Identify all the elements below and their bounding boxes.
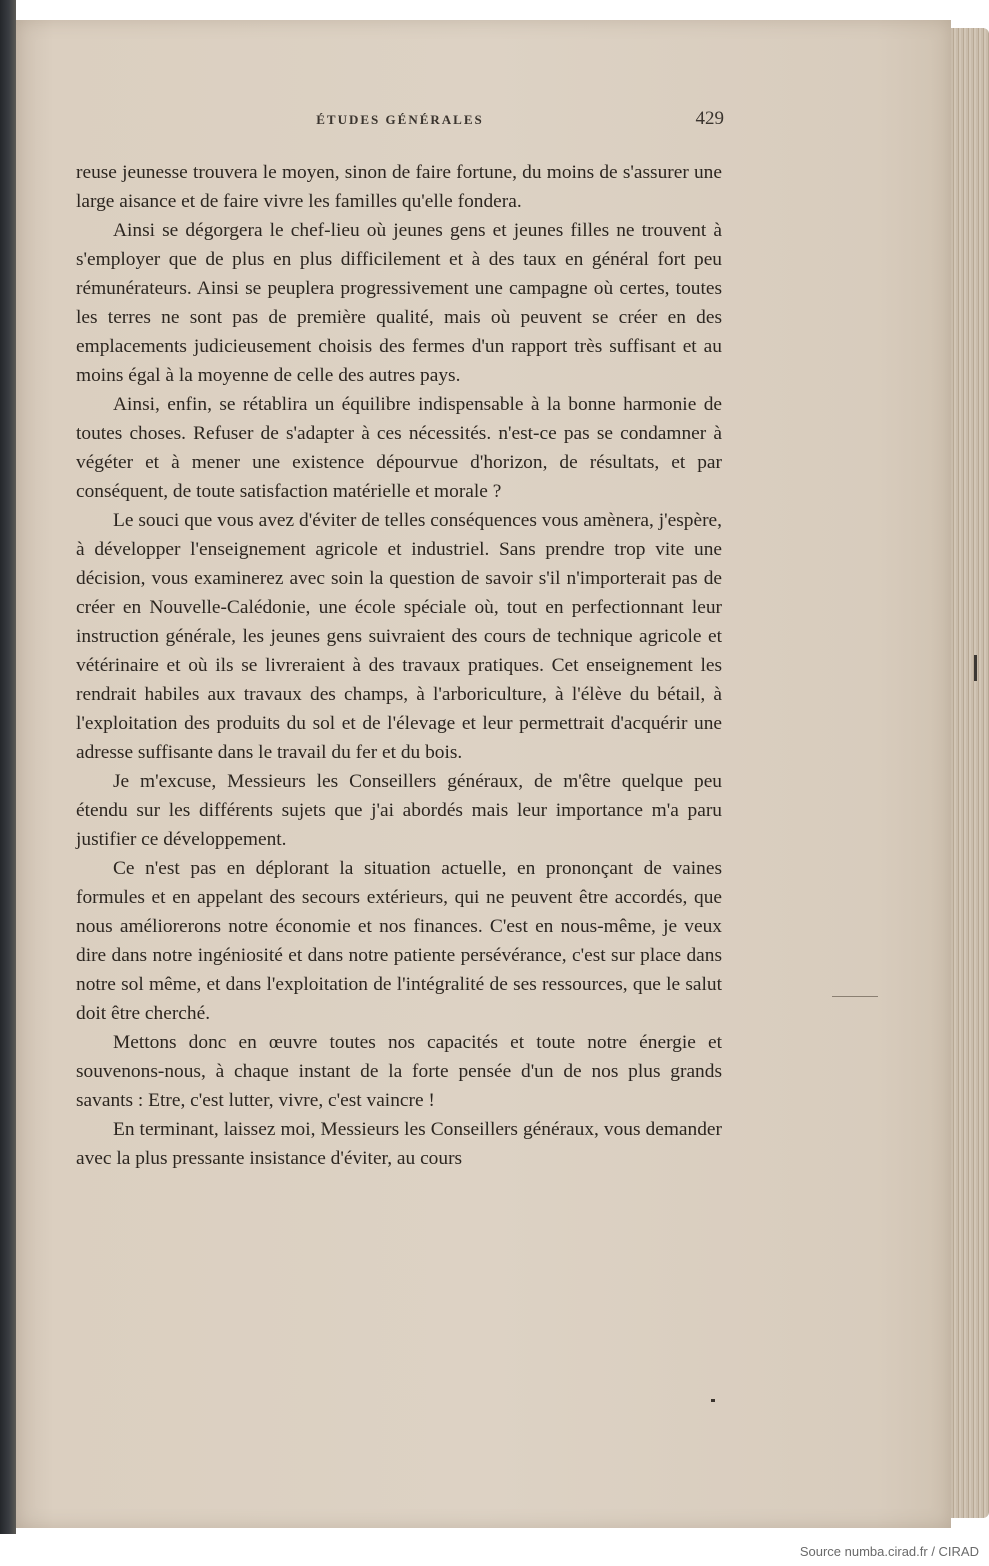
paragraph-6: Ce n'est pas en déplorant la situation actuelle, en prononçant de vaines formules et en appelant des secours extérieurs, qui ne peuvent être accordés, que nous améliorerons notre économie et nos finances. C'est en nous-même, je veux dire dans notre ingéniosité et dans notre patiente persévérance, c'est sur place dans notre sol même, et dans l'exploitation de l'intégralité de ses ressources, que le salut doit être cherché. (76, 858, 722, 1024)
paragraph-5: Je m'excuse, Messieurs les Conseillers généraux, de m'être quelque peu étendu sur les différents sujets que j'ai abordés mais leur importance m'a paru justifier ce développement. (76, 771, 722, 850)
source-credit: Source numba.cirad.fr / CIRAD (799, 1544, 979, 1559)
margin-dash-mark (832, 996, 878, 997)
paragraph-1: reuse jeunesse trouvera le moyen, sinon de faire fortune, du moins de s'assurer une large aisance et de faire vivre les familles qu'elle fondera. (76, 162, 722, 212)
paragraph-4: Le souci que vous avez d'éviter de telles conséquences vous amènera, j'espère, à développer l'enseignement agricole et industriel. Sans prendre trop vite une décision, vous examinerez avec soin la question de savoir s'il n'importerait pas de créer en Nouvelle-Calédonie, une école spéciale où, tout en perfectionnant leur instruction générale, les jeunes gens suivraient des cours de technique agricole et vétérinaire et où ils se livreraient à des travaux pratiques. Cet enseignement les rendrait habiles aux travaux des champs, à l'arboriculture, à l'élève du bétail, à l'exploitation des produits du sol et de l'élevage et leur permettrait d'acquérir une adresse suffisante dans le travail du fer et du bois. (76, 510, 722, 763)
paragraph-7: Mettons donc en œuvre toutes nos capacités et toute notre énergie et souvenons-nous, à chaque instant de la forte pensée d'un de nos plus grands savants : Etre, c'est lutter, vivre, c'est vaincre ! (76, 1032, 722, 1111)
paragraph-3: Ainsi, enfin, se rétablira un équilibre indispensable à la bonne harmonie de toutes choses. Refuser de s'adapter à ces nécessités. n'est-ce pas se condamner à végéter et à mener une existence dépourvue d'horizon, de résultats, et par conséquent, de toute satisfaction matérielle et morale ? (76, 394, 722, 502)
page-header (76, 108, 724, 132)
paragraph-8: En terminant, laissez moi, Messieurs les Conseillers généraux, vous demander avec la plus pressante insistance d'éviter, au cours (76, 1119, 722, 1169)
body-text (76, 158, 722, 1173)
page-number: 429 (695, 108, 724, 129)
top-margin (16, 0, 989, 16)
book-spine-edge (0, 0, 16, 1534)
edge-mark (974, 655, 977, 681)
running-head: ÉTUDES GÉNÉRALES (316, 112, 484, 127)
page-edges (951, 28, 989, 1518)
paragraph-2: Ainsi se dégorgera le chef-lieu où jeunes gens et jeunes filles ne trouvent à s'employer que de plus en plus difficilement et à des taux en général fort peu rémunérateurs. Ainsi se peuplera progressivement une campagne où certes, toutes les terres ne sont pas de première qualité, mais où peuvent se créer en des emplacements judicieusement choisis des fermes d'un rapport très suffisant et au moins égal à la moyenne de celle des autres pays. (76, 220, 722, 386)
print-speck (711, 1399, 715, 1402)
